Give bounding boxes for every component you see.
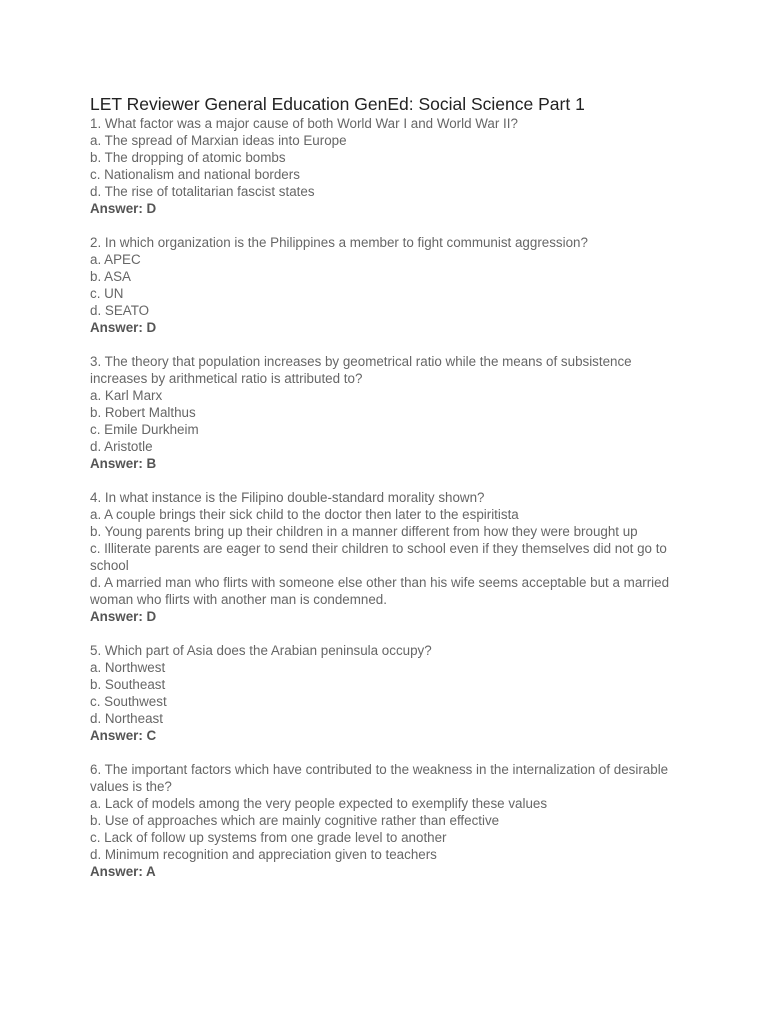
answer-text: Answer: B [90,456,157,471]
option-a: a. The spread of Marxian ideas into Europe [90,133,347,148]
option-b: b. Southeast [90,677,166,692]
question-text: 1. What factor was a major cause of both World War I and World War II? [90,116,518,131]
option-c: c. Lack of follow up systems from one grade level to another [90,830,447,845]
answer-text: Answer: D [90,609,157,624]
answer-text: Answer: A [90,864,156,879]
option-c: c. UN [90,286,124,301]
question-text: 6. The important factors which have contributed to the weakness in the internalization of desirable values is the? [90,762,669,794]
answer-text: Answer: D [90,320,157,335]
option-c: c. Nationalism and national borders [90,167,300,182]
option-a: a. Lack of models among the very people expected to exemplify these values [90,796,548,811]
option-c: c. Emile Durkheim [90,422,199,437]
question-text: 2. In which organization is the Philippines a member to fight communist aggression? [90,235,588,250]
question-block-4 [90,489,690,625]
question-text: 5. Which part of Asia does the Arabian peninsula occupy? [90,643,432,658]
option-a: a. Northwest [90,660,166,675]
option-b: b. Robert Malthus [90,405,196,420]
option-d: d. Aristotle [90,439,153,454]
document-page [90,93,690,897]
option-d: d. SEATO [90,303,150,318]
question-block-6 [90,761,690,880]
option-d: d. A married man who flirts with someone else other than his wife seems acceptable but a married woman who flirts with another man is condemned. [90,575,670,607]
question-text: 4. In what instance is the Filipino double-standard morality shown? [90,490,485,505]
option-a: a. APEC [90,252,141,267]
option-b: b. ASA [90,269,131,284]
question-text: 3. The theory that population increases by geometrical ratio while the means of subsistence increases by arithmetical ratio is attributed to? [90,354,632,386]
answer-text: Answer: D [90,201,157,216]
option-d: d. Minimum recognition and appreciation given to teachers [90,847,437,862]
option-c: c. Southwest [90,694,167,709]
option-d: d. The rise of totalitarian fascist states [90,184,315,199]
option-b: b. Use of approaches which are mainly cognitive rather than effective [90,813,500,828]
option-a: a. A couple brings their sick child to the doctor then later to the espiritista [90,507,519,522]
question-block-5 [90,642,690,744]
question-block-3 [90,353,690,472]
answer-text: Answer: C [90,728,157,743]
option-d: d. Northeast [90,711,163,726]
option-b: b. Young parents bring up their children in a manner different from how they were brought up [90,524,638,539]
option-c: c. Illiterate parents are eager to send their children to school even if they themselves did not go to school [90,541,667,573]
option-b: b. The dropping of atomic bombs [90,150,286,165]
question-block-1 [90,115,690,217]
option-a: a. Karl Marx [90,388,163,403]
question-block-2 [90,234,690,336]
page-title: LET Reviewer General Education GenEd: Social Science Part 1 [90,94,585,114]
